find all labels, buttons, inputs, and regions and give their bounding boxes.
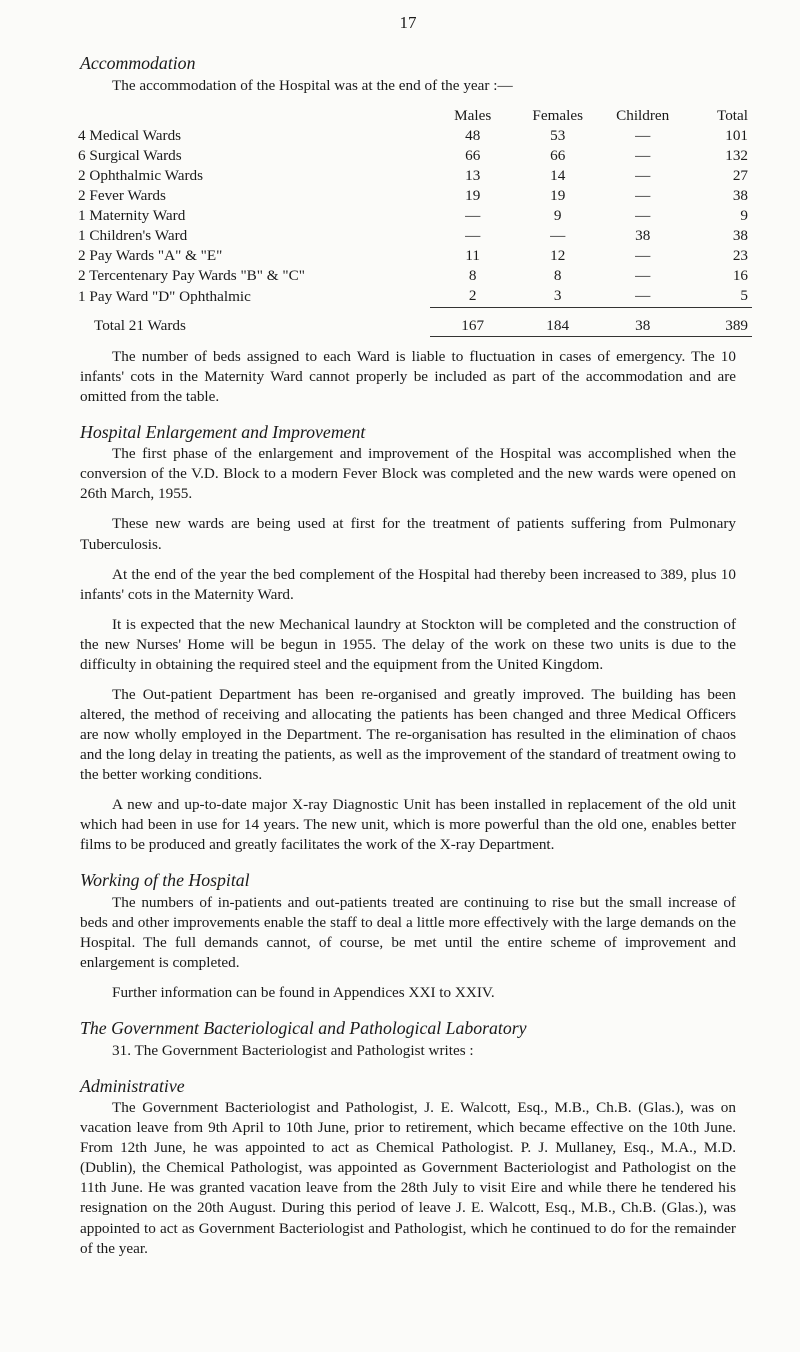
document-page [78, 12, 748, 1259]
accommodation-table [76, 102, 752, 345]
females-cell: 19 [550, 187, 566, 205]
ward-name: 2 Ophthalmic Wards [78, 167, 204, 185]
table-row [76, 126, 752, 146]
females-cell: 66 [550, 147, 566, 165]
total-cell: 101 [725, 126, 748, 144]
table-row [76, 186, 752, 206]
ward-name: 2 Tercentenary Pay Wards "B" & "C" [78, 267, 305, 285]
table-row [76, 246, 752, 266]
administrative-paragraph: The Government Bacteriologist and Pathologist, J. E. Walcott, Esq., M.B., Ch.B. (Glas.), was on vacation leave from 9th April to 10th June, prior to retirement, which became effective on the 10th June. From 12th June, he was appointed to act as Chemical Pathologist. P. J. Mullaney, Esq., M.A., M.D. (Dublin), the Chemical Pathologist, was appointed as Government Bacteriologist and Pathologist on the 11th June. He was granted vacation leave from the 28th July to visit Eire and while there he tendered his resignation on the 20th August. During this period of leave J. E. Walcott, Esq., M.B., Ch.B. (Glas.), was appointed to act as Government Bacteriologist and Pathologist, which he continued to do for the remainder of the year. [80, 1099, 736, 1257]
ward-name: 1 Maternity Ward [78, 207, 186, 225]
females-cell: 53 [550, 126, 566, 144]
table-row [76, 166, 752, 186]
children-cell: — [635, 247, 651, 265]
table-row [76, 226, 752, 246]
total-cell: 5 [685, 286, 752, 307]
ward-name: 4 Medical Wards [78, 126, 182, 144]
table-row [76, 146, 752, 166]
table-row [76, 206, 752, 226]
col-females: Females [532, 106, 583, 124]
children-cell: — [635, 207, 651, 225]
enlargement-paragraph: It is expected that the new Mechanical laundry at Stockton will be completed and the construction of the new Nurses' Home will be begun in 1955. The delay of the work on these two units is due to the difficulty in obtaining the required steel and the equipment from the United Kingdom. [80, 615, 736, 673]
ward-rows [76, 126, 752, 307]
males-cell: 13 [465, 167, 481, 185]
total-cell: 9 [740, 207, 748, 225]
females-cell: 14 [550, 167, 566, 185]
ward-name: 1 Pay Ward "D" Ophthalmic [78, 287, 251, 305]
table-row [76, 266, 752, 286]
males-cell: 19 [465, 187, 481, 205]
laboratory-heading: The Government Bacteriological and Pathological Laboratory [80, 1018, 527, 1039]
working-heading: Working of the Hospital [80, 870, 250, 891]
total-cell: 23 [732, 247, 748, 265]
females-cell: 3 [515, 286, 600, 307]
col-total: Total [717, 106, 748, 124]
total-cell: 132 [725, 147, 748, 165]
enlargement-paragraph: At the end of the year the bed complement of the Hospital had thereby been increased to 389, plus 10 infants' cots in the Maternity Ward. [80, 565, 736, 603]
laboratory-line: 31. The Government Bacteriologist and Pathologist writes : [112, 1041, 474, 1059]
children-cell: — [635, 126, 651, 144]
total-cell: 38 [732, 227, 748, 245]
table-rule-bottom [76, 336, 752, 345]
table-row [76, 286, 752, 307]
table-header-row [76, 102, 752, 126]
accommodation-note: The number of beds assigned to each Ward is liable to fluctuation in cases of emergency. The 10 infants' cots in the Maternity Ward cannot properly be included as part of the accommodation and are omitted from the table. [80, 347, 736, 405]
col-children: Children [616, 106, 670, 124]
page-number: 17 [399, 13, 417, 32]
males-cell: — [465, 207, 481, 225]
males-cell: 11 [465, 247, 480, 265]
children-cell: 38 [635, 227, 651, 245]
working-paragraph: The numbers of in-patients and out-patients treated are continuing to rise but the small increase of beds and other improvements enable the staff to deal a little more effectively with the large demands on the Hospital. The full demands cannot, of course, be met until the entire scheme of improvement and enlargement is completed. [80, 893, 736, 972]
enlargement-heading: Hospital Enlargement and Improvement [80, 421, 366, 442]
females-cell: 12 [550, 247, 566, 265]
children-cell: — [635, 267, 651, 285]
females-cell: — [550, 227, 566, 245]
males-cell: 66 [465, 147, 481, 165]
total-cell: 16 [732, 267, 748, 285]
males-cell: 2 [430, 286, 515, 307]
accommodation-intro: The accommodation of the Hospital was at the end of the year :— [112, 76, 513, 94]
children-cell: — [600, 286, 685, 307]
col-males: Males [454, 106, 492, 124]
enlargement-paragraph: The first phase of the enlargement and improvement of the Hospital was accomplished when the conversion of the V.D. Block to a modern Fever Block was completed and the new wards were opened on 26th March, 1955. [80, 445, 736, 503]
males-cell: — [465, 227, 481, 245]
children-cell: — [635, 147, 651, 165]
ward-name: 1 Children's Ward [78, 227, 188, 245]
ward-name: 2 Pay Wards "A" & "E" [78, 247, 223, 265]
enlargement-paragraph: The Out-patient Department has been re-organised and greatly improved. The building has been altered, the method of receiving and allocating the patients has been changed and three Medical Officers are now wholly employed in the Department. The re-organisation has resulted in the elimination of chaos and the long delay in treating the patients, as well as the improvement of the standard of treatment owing to the better working conditions. [80, 685, 736, 784]
enlargement-paragraph: These new wards are being used at first for the treatment of patients suffering from Pulmonary Tuberculosis. [80, 515, 736, 553]
females-cell: 9 [553, 207, 562, 225]
total-children: 38 [635, 316, 651, 334]
total-cell: 38 [732, 187, 748, 205]
total-females: 184 [546, 316, 570, 334]
males-cell: 8 [468, 267, 477, 285]
ward-name: 2 Fever Wards [78, 187, 166, 205]
accommodation-heading: Accommodation [80, 53, 196, 74]
females-cell: 8 [553, 267, 562, 285]
working-paragraph: Further information can be found in Appendices XXI to XXIV. [112, 984, 495, 1002]
total-total: 389 [725, 316, 748, 334]
total-males: 167 [461, 316, 485, 334]
table-rule [76, 307, 752, 316]
ward-name: 6 Surgical Wards [78, 147, 182, 165]
children-cell: — [635, 167, 651, 185]
males-cell: 48 [465, 126, 481, 144]
enlargement-paragraph: A new and up-to-date major X-ray Diagnostic Unit has been installed in replacement of the old unit which had been in use for 14 years. The new unit, which is more powerful than the old one, enables better films to be produced and greatly facilitates the work of the X-ray Department. [80, 796, 736, 854]
total-cell: 27 [732, 167, 748, 185]
children-cell: — [635, 187, 651, 205]
total-row [76, 316, 752, 337]
administrative-heading: Administrative [80, 1075, 185, 1096]
total-label: Total 21 Wards [94, 317, 186, 335]
